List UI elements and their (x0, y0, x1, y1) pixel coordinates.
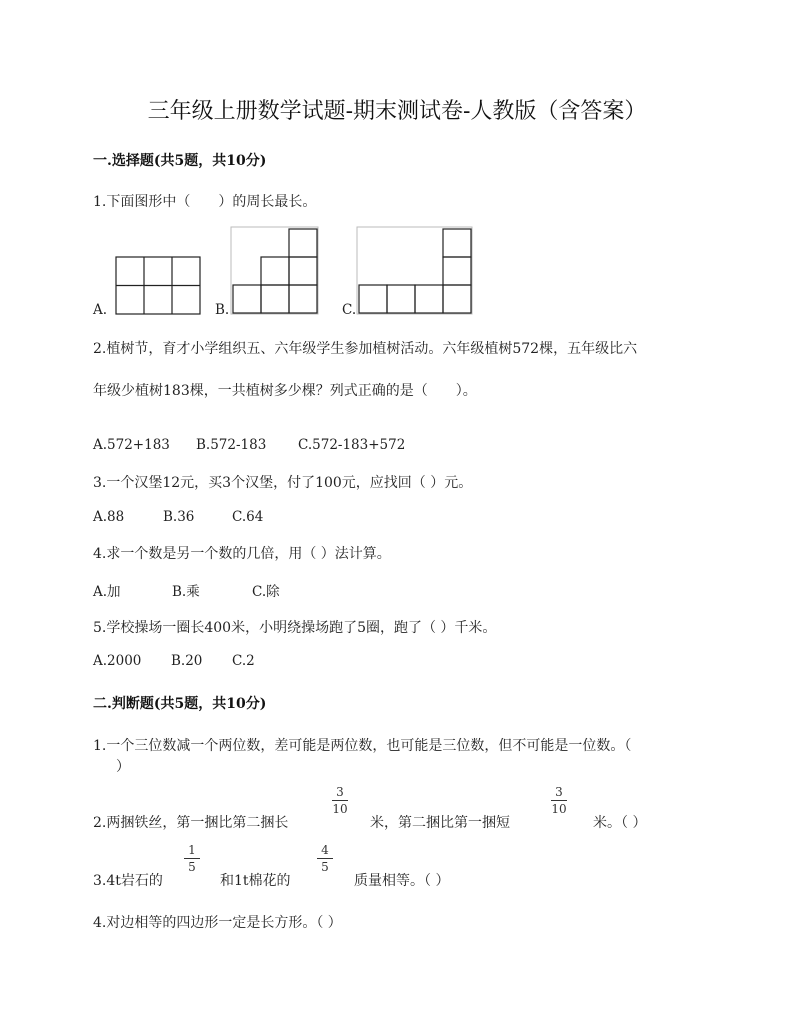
q1-3-option-a: A.88 (93, 509, 125, 525)
section2-heading: 二.判断题(共5题，共10分) (93, 696, 267, 712)
q1-4-option-c: C.除 (252, 584, 280, 600)
fraction-numerator: 3 (336, 785, 344, 799)
q2-3-part3: 质量相等。（ ） (354, 873, 450, 889)
q2-2-part2: 米，第二捆比第一捆短 (370, 815, 510, 831)
q2-4-text: 4.对边相等的四边形一定是长方形。（ ） (93, 915, 342, 931)
page-title: 三年级上册数学试题-期末测试卷-人教版（含答案） (147, 99, 647, 124)
fraction-denominator: 10 (332, 802, 348, 816)
q1-1-label-c: C. (342, 302, 357, 318)
q1-5-option-c: C.2 (232, 653, 255, 669)
figure-b (230, 226, 320, 316)
q1-1-label-b: B. (215, 302, 230, 318)
q1-5-option-a: A.2000 (93, 653, 142, 669)
q2-3-part1: 3.4t岩石的 (93, 873, 163, 889)
q1-2-line2: 年级少植树183棵，一共植树多少棵？列式正确的是（ ）。 (93, 383, 477, 399)
fraction-numerator: 4 (321, 843, 329, 857)
q1-3-option-b: B.36 (163, 509, 195, 525)
figure-a (115, 256, 201, 316)
q1-4-option-a: A.加 (93, 584, 121, 600)
q1-3-text: 3.一个汉堡12元，买3个汉堡，付了100元，应找回（ ）元。 (93, 475, 473, 491)
q1-4-text: 4.求一个数是另一个数的几倍，用（ ）法计算。 (93, 546, 391, 562)
q1-5-text: 5.学校操场一圈长400米，小明绕操场跑了5圈，跑了（ ）千米。 (93, 620, 497, 636)
q2-2-fraction-2 (549, 785, 569, 816)
q2-2-part3: 米。（ ） (593, 815, 647, 831)
q1-1-label-a: A. (93, 302, 108, 318)
q2-2-fraction-1 (330, 785, 350, 816)
q1-3-option-c: C.64 (232, 509, 264, 525)
q1-5-option-b: B.20 (171, 653, 203, 669)
q2-3-fraction-1 (182, 843, 202, 874)
fraction-denominator: 5 (188, 860, 196, 874)
figure-c (356, 226, 474, 316)
section1-heading: 一.选择题(共5题，共10分) (93, 153, 267, 169)
q1-2-option-a: A.572+183 (93, 437, 170, 453)
q2-2-part1: 2.两捆铁丝，第一捆比第二捆长 (93, 815, 289, 831)
fraction-numerator: 1 (188, 843, 196, 857)
q1-4-option-b: B.乘 (172, 584, 200, 600)
q2-1-line1: 1.一个三位数减一个两位数，差可能是两位数，也可能是三位数，但不可能是一位数。（ (93, 738, 632, 754)
q1-2-option-b: B.572-183 (196, 437, 267, 453)
q1-2-option-c: C.572-183+572 (298, 437, 406, 453)
q1-2-line1: 2.植树节，育才小学组织五、六年级学生参加植树活动。六年级植树572棵，五年级比六 (93, 341, 638, 357)
q2-1-line2: ） (116, 759, 130, 775)
fraction-denominator: 10 (551, 802, 567, 816)
q2-3-fraction-2 (315, 843, 335, 874)
fraction-numerator: 3 (555, 785, 563, 799)
fraction-denominator: 5 (321, 860, 329, 874)
q1-1-text: 1.下面图形中（ ）的周长最长。 (93, 194, 317, 210)
q2-3-part2: 和1t棉花的 (220, 873, 291, 889)
